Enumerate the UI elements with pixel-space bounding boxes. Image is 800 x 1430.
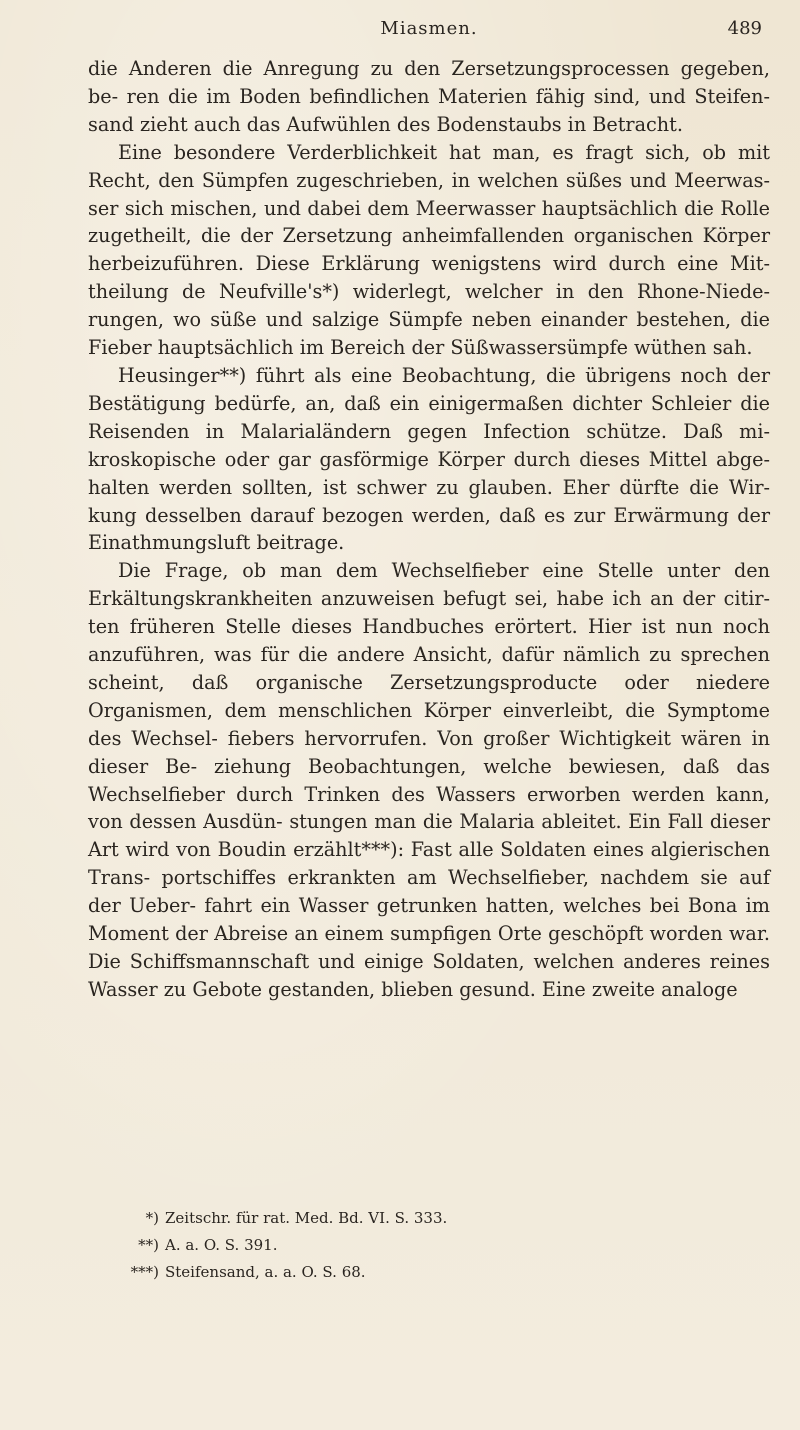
body-text xyxy=(88,55,770,1004)
paragraph: Die Frage, ob man dem Wechselfieber eine Stelle unter den Erkältungskrankheiten anzuweisen befugt sei, habe ich an der citir- ten früheren Stelle dieses Handbuches erörtert. Hier ist nun noch anzuführen, was für die andere Ansicht, dafür nämlich zu sprechen scheint, daß organische Zersetzungsproducte oder niedere Organismen, dem menschlichen Körper einverleibt, die Symptome des Wechsel- fiebers hervorrufen. Von großer Wichtigkeit wären in dieser Be- ziehung Beobachtungen, welche bewiesen, daß das Wechselfieber durch Trinken des Wassers erworben werden kann, von dessen Ausdün- stungen man die Malaria ableitet. Ein Fall dieser Art wird von Boudin erzählt***): Fast alle Soldaten eines algierischen Trans- portschiffes erkrankten am Wechselfieber, nachdem sie auf der Ueber- fahrt ein Wasser getrunken hatten, welches bei Bona im Moment der Abreise an einem sumpfigen Orte geschöpft worden war. Die Schiffsmannschaft und einige Soldaten, welchen anderes reines Wasser zu Gebote gestanden, blieben gesund. Eine zweite analoge xyxy=(88,559,770,1001)
footnote-text: Steifensand, a. a. O. S. 68. xyxy=(165,1263,366,1281)
paragraph: Heusinger**) führt als eine Beobachtung, die übrigens noch der Bestätigung bedürfe, an, daß ein einigermaßen dichter Schleier die Reisenden in Malarialändern gegen Infection schütze. Daß mi- kroskopische oder gar gasförmige Körper durch dieses Mittel abge- halten werden sollten, ist schwer zu glauben. Eher dürfte die Wir- kung desselben darauf bezogen werden, daß es zur Erwärmung der Einathmungsluft beitrage. xyxy=(88,363,770,555)
footnotes xyxy=(125,1205,725,1286)
footnote xyxy=(125,1205,725,1232)
page-number: 489 xyxy=(727,18,762,39)
footnote-text: A. a. O. S. 391. xyxy=(165,1236,278,1254)
footnote-mark: **) xyxy=(138,1236,159,1254)
running-head: Miasmen. xyxy=(380,18,478,39)
page-header xyxy=(88,14,770,44)
footnote-mark: *) xyxy=(145,1209,159,1227)
footnote xyxy=(125,1259,725,1286)
footnote xyxy=(125,1232,725,1259)
footnote-mark: ***) xyxy=(130,1263,159,1281)
paragraph: Eine besondere Verderblichkeit hat man, es fragt sich, ob mit Recht, den Sümpfen zugeschrieben, in welchen süßes und Meerwas- ser sich mischen, und dabei dem Meerwasser hauptsächlich die Rolle zugetheilt, die der Zersetzung anheimfallenden organischen Körper herbeizuführen. Diese Erklärung wenigstens wird durch eine Mit- theilung de Neufville's*) widerlegt, welcher in den Rhone-Niede- rungen, wo süße und salzige Sümpfe neben einander bestehen, die Fieber hauptsächlich im Bereich der Süßwassersümpfe wüthen sah. xyxy=(88,140,770,360)
footnote-text: Zeitschr. für rat. Med. Bd. VI. S. 333. xyxy=(165,1209,448,1227)
paragraph: die Anderen die Anregung zu den Zersetzungsprocessen gegeben, be- ren die im Boden befindlichen Materien fähig sind, und Steifen- sand zieht auch das Aufwühlen des Bodenstaubs in Betracht. xyxy=(88,57,770,136)
